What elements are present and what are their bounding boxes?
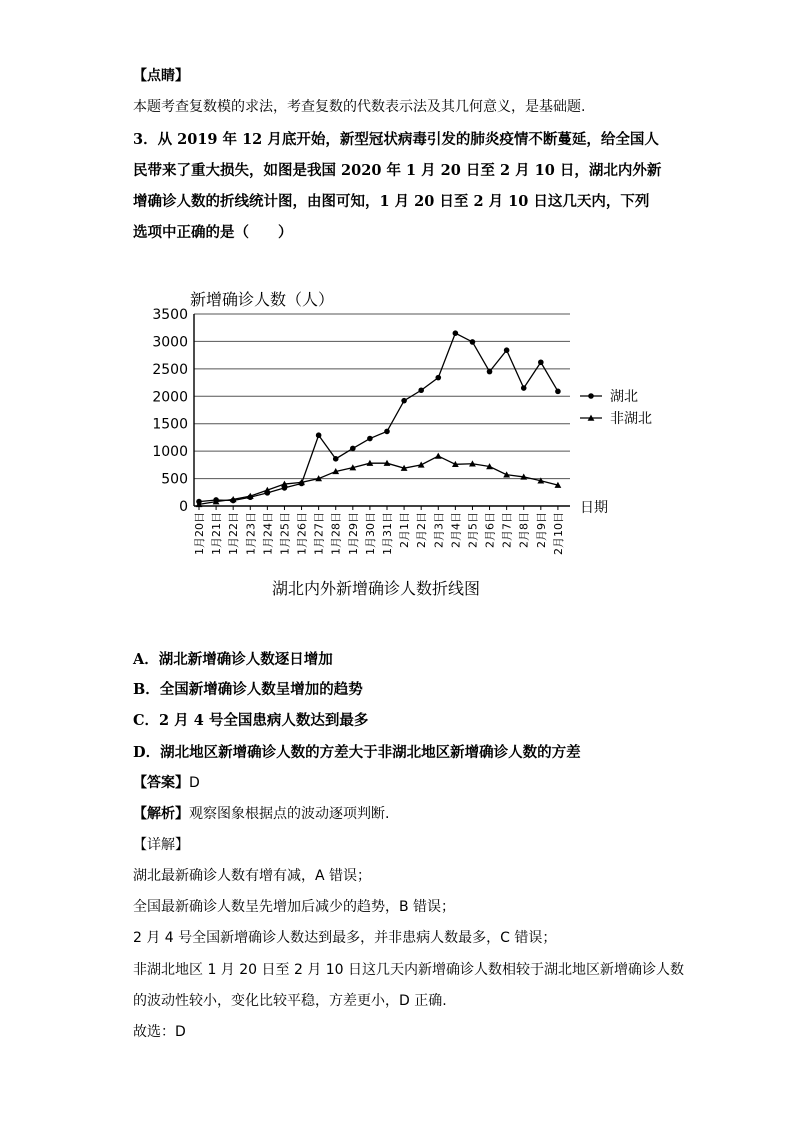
data-point — [401, 398, 407, 404]
x-tick-label: 2月3日 — [432, 512, 446, 548]
y-tick-label: 1000 — [152, 444, 188, 461]
section-header-dianjing: 【点睛】 — [133, 68, 189, 84]
data-point — [504, 347, 510, 353]
x-tick-label: 1月23日 — [244, 512, 258, 555]
x-tick-label: 1月29日 — [346, 512, 360, 555]
option-a: A．湖北新增确诊人数逐日增加 — [133, 651, 333, 668]
detail-line-1: 湖北最新确诊人数有增有减，A 错误； — [133, 868, 372, 884]
y-tick-label: 3500 — [152, 307, 188, 323]
x-tick-label: 1月27日 — [312, 512, 326, 555]
y-tick-label: 2500 — [152, 361, 188, 378]
x-tick-label: 2月10日 — [551, 512, 565, 555]
option-c: C．2 月 4 号全国患病人数达到最多 — [133, 712, 369, 729]
x-tick-label: 1月31日 — [381, 512, 394, 555]
data-point — [435, 453, 442, 459]
detail-line-3: 2 月 4 号全国新增确诊人数达到最多，并非患病人数最多，C 错误； — [133, 930, 557, 946]
data-point — [487, 369, 493, 375]
x-tick-label: 2月4日 — [449, 512, 463, 548]
x-tick-label: 1月30日 — [363, 512, 377, 555]
y-tick-label: 500 — [161, 471, 188, 488]
legend-label: 非湖北 — [610, 411, 652, 427]
x-axis-label: 日期 — [580, 500, 608, 516]
data-point — [555, 389, 561, 395]
legend-label: 湖北 — [610, 389, 638, 405]
x-tick-label: 1月26日 — [295, 512, 309, 555]
detail-line-6: 故选：D — [133, 1024, 186, 1040]
x-tick-label: 1月20日 — [193, 512, 206, 555]
x-tick-label: 1月22日 — [227, 512, 241, 555]
data-point — [521, 385, 527, 391]
x-tick-label: 1月25日 — [278, 512, 292, 555]
analysis-label: 【解析】 — [133, 806, 189, 822]
y-axis-label: 新增确诊人数（人） — [190, 290, 335, 309]
data-point — [350, 446, 356, 452]
answer-value: D — [189, 775, 200, 791]
x-tick-label: 2月8日 — [517, 512, 531, 548]
x-tick-label: 1月21日 — [210, 512, 224, 555]
analysis-text: 观察图象根据点的波动逐项判断. — [189, 806, 390, 822]
data-point — [435, 375, 441, 381]
x-tick-label: 2月5日 — [466, 512, 480, 548]
answer-label: 【答案】 — [133, 775, 189, 791]
data-point — [418, 387, 424, 393]
y-tick-label: 2000 — [152, 389, 188, 406]
x-tick-label: 2月1日 — [398, 512, 412, 548]
x-tick-label: 2月2日 — [415, 512, 429, 548]
data-point — [384, 429, 390, 435]
data-point — [316, 432, 322, 438]
data-point — [333, 456, 339, 462]
legend-marker — [588, 393, 594, 399]
option-b: B．全国新增确诊人数呈增加的趋势 — [133, 681, 363, 698]
answer-line — [133, 773, 200, 793]
line-chart — [150, 280, 680, 610]
data-point — [418, 461, 425, 467]
y-tick-label: 0 — [179, 499, 188, 515]
x-tick-label: 2月7日 — [500, 512, 514, 548]
data-point — [367, 436, 373, 442]
chart-title: 湖北内外新增确诊人数折线图 — [272, 579, 481, 598]
option-d: D．湖北地区新增确诊人数的方差大于非湖北地区新增确诊人数的方差 — [133, 744, 581, 761]
question-text: 3．从 2019 年 12 月底开始，新型冠状病毒引发的肺炎疫情不断蔓延，给全国人民带来了重大损失，如图是我国 2020 年 1 月 20 日至 2 月 10 日，湖北内外新增确诊人数的折线统计图，由图可知，1 月 20 日至 2 月 10 日这几天内，下列选项中正确的是（ ） — [133, 131, 662, 241]
detail-label: 【详解】 — [133, 837, 189, 853]
data-point — [538, 359, 544, 365]
y-tick-label: 1500 — [152, 416, 188, 433]
detail-line-5: 的波动性较小，变化比较平稳，方差更小，D 正确. — [133, 993, 447, 1009]
dianjing-text: 本题考查复数模的求法，考查复数的代数表示法及其几何意义，是基础题. — [133, 99, 586, 115]
detail-line-4: 非湖北地区 1 月 20 日至 2 月 10 日这几天内新增确诊人数相较于湖北地区新增确诊人数 — [133, 962, 685, 978]
y-tick-label: 3000 — [152, 334, 188, 351]
analysis-line — [133, 804, 389, 824]
x-tick-label: 2月9日 — [534, 512, 548, 548]
x-tick-label: 1月28日 — [329, 512, 343, 555]
x-tick-label: 1月24日 — [261, 512, 275, 555]
data-point — [453, 330, 459, 336]
data-point — [470, 339, 476, 345]
detail-line-2: 全国最新确诊人数呈先增加后减少的趋势，B 错误； — [133, 899, 456, 915]
x-tick-label: 2月6日 — [483, 512, 497, 548]
